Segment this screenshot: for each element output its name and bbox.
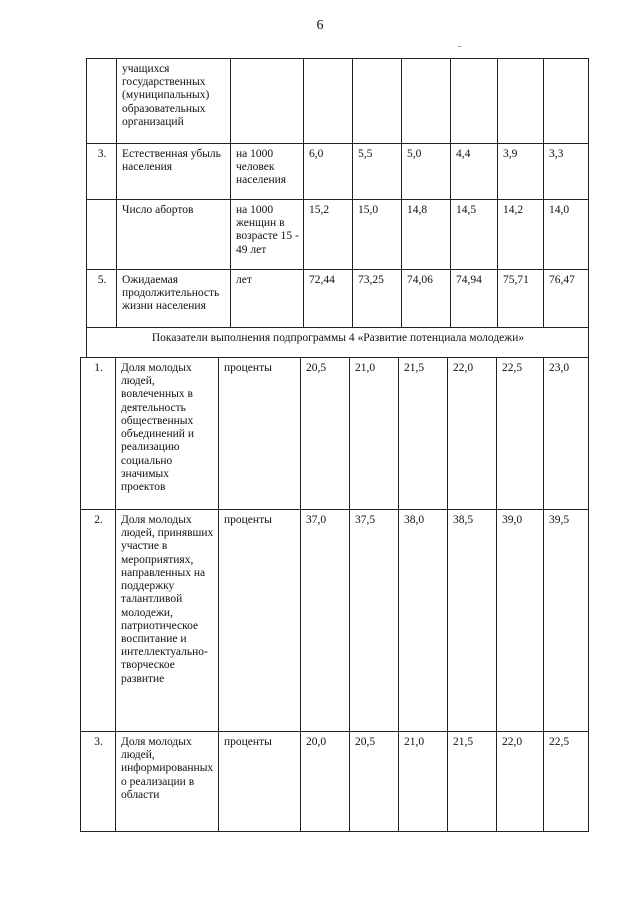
table-row [81, 510, 589, 732]
row-number: 1. [81, 358, 116, 510]
value-cell: 3,9 [498, 144, 544, 200]
value-cell: 20,0 [301, 732, 350, 832]
value-cell: 21,0 [350, 358, 399, 510]
value-cell [402, 59, 451, 144]
value-cell: 22,0 [448, 358, 497, 510]
unit-cell: проценты [219, 358, 301, 510]
value-cell: 14,8 [402, 200, 451, 270]
value-cell: 21,5 [399, 358, 448, 510]
value-cell: 74,06 [402, 270, 451, 328]
table-row [87, 200, 589, 270]
value-cell: 22,5 [544, 732, 589, 832]
value-cell: 14,5 [451, 200, 498, 270]
value-cell: 38,0 [399, 510, 448, 732]
indicator-name: учащихся государственных (муниципальных) образовательных организаций [117, 59, 231, 144]
value-cell: 15,2 [304, 200, 353, 270]
value-cell: 22,0 [497, 732, 544, 832]
unit-cell: на 1000 женщин в возрасте 15 - 49 лет [231, 200, 304, 270]
row-number: 3. [81, 732, 116, 832]
section-heading: Показатели выполнения подпрограммы 4 «Развитие потенциала молодежи» [87, 328, 589, 358]
table-row [87, 270, 589, 328]
indicators-table-top [86, 58, 589, 358]
unit-cell: проценты [219, 510, 301, 732]
value-cell [353, 59, 402, 144]
value-cell: 75,71 [498, 270, 544, 328]
table-row [87, 59, 589, 144]
value-cell: 39,0 [497, 510, 544, 732]
row-number: 3. [87, 144, 117, 200]
indicator-name: Естественная убыль населения [117, 144, 231, 200]
indicator-name: Ожидаемая продолжительность жизни населения [117, 270, 231, 328]
indicator-name: Доля молодых людей, вовлеченных в деятельность общественных объединений и реализацию социально значимых проектов [116, 358, 219, 510]
unit-cell: на 1000 человек населения [231, 144, 304, 200]
value-cell: 23,0 [544, 358, 589, 510]
indicators-table-bottom [80, 357, 589, 832]
row-number [87, 59, 117, 144]
value-cell [544, 59, 589, 144]
table-row [87, 144, 589, 200]
value-cell: 72,44 [304, 270, 353, 328]
page-number: 6 [316, 18, 324, 33]
value-cell: 6,0 [304, 144, 353, 200]
value-cell: 21,0 [399, 732, 448, 832]
row-number: 2. [81, 510, 116, 732]
value-cell: 5,0 [402, 144, 451, 200]
unit-cell: проценты [219, 732, 301, 832]
value-cell: 39,5 [544, 510, 589, 732]
value-cell: 5,5 [353, 144, 402, 200]
indicator-name: Доля молодых людей, информированных о реализации в области [116, 732, 219, 832]
indicator-name: Число абортов [117, 200, 231, 270]
table-row [81, 358, 589, 510]
value-cell [451, 59, 498, 144]
row-number: 5. [87, 270, 117, 328]
value-cell: 15,0 [353, 200, 402, 270]
value-cell: 76,47 [544, 270, 589, 328]
scan-speck [458, 46, 461, 47]
value-cell [498, 59, 544, 144]
table-row [81, 732, 589, 832]
value-cell [304, 59, 353, 144]
unit-cell [231, 59, 304, 144]
unit-cell: лет [231, 270, 304, 328]
value-cell: 37,5 [350, 510, 399, 732]
value-cell: 38,5 [448, 510, 497, 732]
value-cell: 3,3 [544, 144, 589, 200]
value-cell: 74,94 [451, 270, 498, 328]
value-cell: 4,4 [451, 144, 498, 200]
value-cell: 20,5 [350, 732, 399, 832]
indicator-name: Доля молодых людей, принявших участие в мероприятиях, направленных на поддержку талантливой молодежи, патриотическое воспитание и интеллектуально-творческое развитие [116, 510, 219, 732]
value-cell: 21,5 [448, 732, 497, 832]
value-cell: 22,5 [497, 358, 544, 510]
value-cell: 20,5 [301, 358, 350, 510]
row-number [87, 200, 117, 270]
value-cell: 73,25 [353, 270, 402, 328]
value-cell: 37,0 [301, 510, 350, 732]
value-cell: 14,2 [498, 200, 544, 270]
value-cell: 14,0 [544, 200, 589, 270]
section-heading-row [87, 328, 589, 358]
